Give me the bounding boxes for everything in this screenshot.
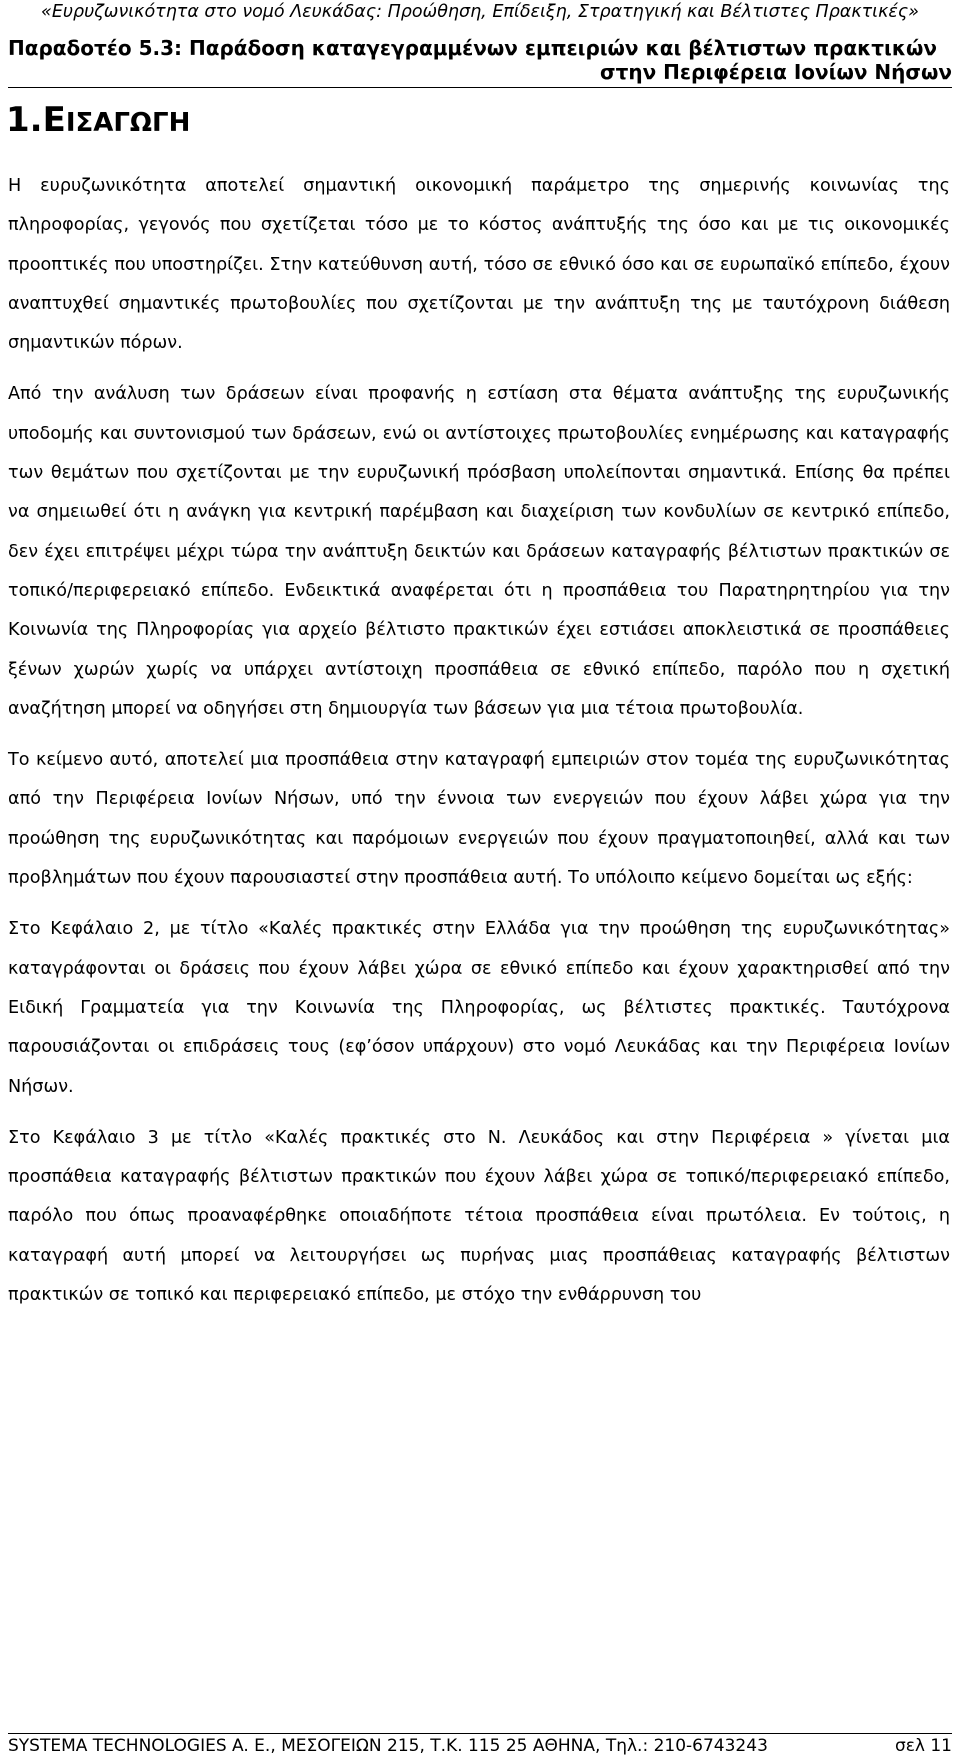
section-number: 1. <box>6 100 43 140</box>
paragraph-2: Από την ανάλυση των δράσεων είναι προφανής η εστίαση στα θέματα ανάπτυξης της ευρυζωνικής υποδομής και συντονισμού των δράσεων, ενώ οι αντίστοιχες πρωτοβουλίες ενημέρωσης και καταγραφής των θεμάτων που σχετίζονται με την ευρυζωνική πρόσβαση υπολείπονται σημαντικά. Επίσης θα πρέπει να σημειωθεί ότι η ανάγκη για κεντρική παρέμβαση και διαχείριση των κονδυλίων σε κεντρικό επίπεδο, δεν έχει επιτρέψει μέχρι τώρα την ανάπτυξη δεικτών και δράσεων καταγραφής βέλτιστων πρακτικών σε τοπικό/περιφερειακό επίπεδο. Ενδεικτικά αναφέρεται ότι η προσπάθεια του Παρατηρητηρίου για την Κοινωνία της Πληροφορίας για αρχείο βέλτιστο πρακτικών έχει εστιάσει αποκλειστικά σε προσπάθειες ξένων χωρών χωρίς να υπάρχει αντίστοιχη προσπάθεια σε εθνικό επίπεδο, παρόλο που η σχετική αναζήτηση μπορεί να οδηγήσει στη δημιουργία των βάσεων για μια τέτοια πρωτοβουλία. <box>8 384 950 719</box>
document-title: «Ευρυζωνικότητα στο νομό Λευκάδας: Προώθηση, Επίδειξη, Στρατηγική και Βέλτιστες Πρακτικές» <box>41 2 919 22</box>
page-number: σελ 11 <box>894 1736 952 1756</box>
header-divider <box>8 87 952 88</box>
paragraph-5: Στο Κεφάλαιο 3 με τίτλο «Καλές πρακτικές στο Ν. Λευκάδος και στην Περιφέρεια » γίνεται μια προσπάθεια καταγραφής βέλτιστων πρακτικών που έχουν λάβει χώρα σε τοπικό/περιφερειακό επίπεδο, παρόλο που όπως προαναφέρθηκε οποιαδήποτε τέτοια προσπάθεια είναι πρωτόλεια. Εν τούτοις, η καταγραφή αυτή μπορεί να λειτουργήσει ως πυρήνας μιας προσπάθειας καταγραφής βέλτιστων πρακτικών σε τοπικό και περιφερειακό επίπεδο, με στόχο την ενθάρρυνση του <box>8 1127 950 1306</box>
section-heading <box>6 100 190 140</box>
body-text <box>8 167 950 1315</box>
section-title-initial: Ε <box>42 100 66 140</box>
paragraph-4: Στο Κεφάλαιο 2, με τίτλο «Καλές πρακτικές στην Ελλάδα για την προώθηση της ευρυζωνικότητας» καταγράφονται οι δράσεις που έχουν λάβει χώρα σε εθνικό επίπεδο και έχουν χαρακτηρισθεί από την Ειδική Γραμματεία για την Κοινωνία της Πληροφορίας, ως βέλτιστες πρακτικές. Ταυτόχρονα παρουσιάζονται οι επιδράσεις τους (εφ’όσον υπάρχουν) στο νομό Λευκάδας και την Περιφέρεια Ιονίων Νήσων. <box>8 919 950 1097</box>
deliverable-heading <box>8 36 952 84</box>
page-footer <box>8 1734 952 1758</box>
deliverable-heading-line1: Παραδοτέο 5.3: Παράδοση καταγεγραμμένων εμπειριών και βέλτιστων πρακτικών <box>8 36 938 60</box>
deliverable-heading-line2: στην Περιφέρεια Ιονίων Νήσων <box>600 60 952 84</box>
section-title-rest: ΙΣΑΓΩΓΗ <box>65 108 191 138</box>
footer-company-info: SYSTEMA TECHNOLOGIES A. E., ΜΕΣΟΓΕΙΩΝ 215, Τ.Κ. 115 25 ΑΘΗΝΑ, Τηλ.: 210-6743243 <box>8 1736 768 1756</box>
paragraph-1: Η ευρυζωνικότητα αποτελεί σημαντική οικονομική παράμετρο της σημερινής κοινωνίας της πληροφορίας, γεγονός που σχετίζεται τόσο με το κόστος ανάπτυξής της όσο και με τις οικονομικές προοπτικές που υποστηρίζει. Στην κατεύθυνση αυτή, τόσο σε εθνικό όσο και σε ευρωπαϊκό επίπεδο, έχουν αναπτυχθεί σημαντικές πρωτοβουλίες που σχετίζονται με την ανάπτυξη της με ταυτόχρονη διάθεση σημαντικών πόρων. <box>8 176 950 354</box>
paragraph-3: Το κείμενο αυτό, αποτελεί μια προσπάθεια στην καταγραφή εμπειριών στον τομέα της ευρυζωνικότητας από την Περιφέρεια Ιονίων Νήσων, υπό την έννοια των ενεργειών που έχουν λάβει χώρα για την προώθηση της ευρυζωνικότητας και παρόμοιων ενεργειών που έχουν πραγματοποιηθεί, αλλά και των προβλημάτων που έχουν παρουσιαστεί στην προσπάθεια αυτή. Το υπόλοιπο κείμενο δομείται ως εξής: <box>8 750 950 889</box>
